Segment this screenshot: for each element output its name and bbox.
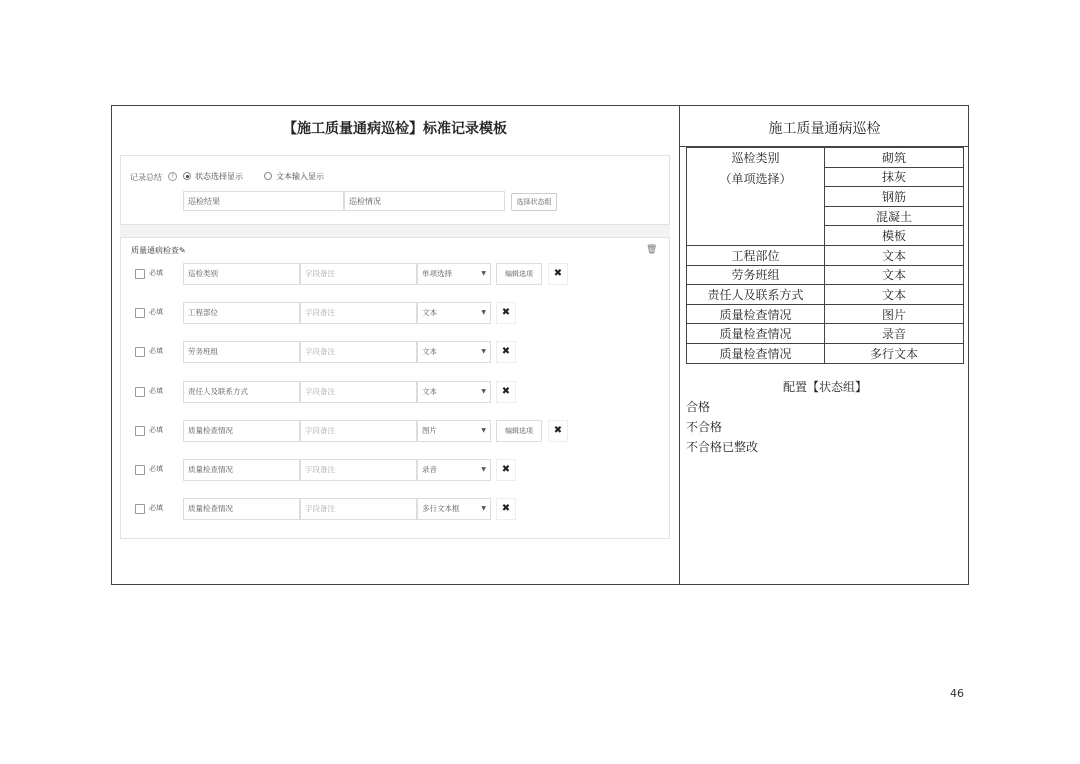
field-name-input[interactable]: 巡检类别 <box>183 263 300 285</box>
category-sub: （单项选择） <box>719 172 792 186</box>
config-type: 录音 <box>825 324 964 344</box>
field-type-select[interactable]: 录音 ▼ <box>417 459 491 481</box>
config-field: 劳务班组 <box>687 265 825 285</box>
config-type: 文本 <box>825 265 964 285</box>
category-option: 砌筑 <box>825 148 964 168</box>
field-name-input[interactable]: 工程部位 <box>183 302 300 324</box>
delete-icon[interactable]: ✖ <box>496 341 516 363</box>
field-name-input[interactable]: 责任人及联系方式 <box>183 381 300 403</box>
config-row <box>687 245 964 265</box>
field-type-select[interactable]: 图片 ▼ <box>417 420 491 442</box>
config-field: 工程部位 <box>687 245 825 265</box>
status-item: 合格 <box>686 400 711 414</box>
field-note-input[interactable]: 字段备注 <box>300 341 417 363</box>
config-field: 质量检查情况 <box>687 343 825 363</box>
edit-options-button[interactable]: 编辑选项 <box>496 263 542 285</box>
config-field: 质量检查情况 <box>687 304 825 324</box>
required-label: 必填 <box>149 269 163 277</box>
category-option: 模板 <box>825 226 964 246</box>
field-note-input[interactable]: 字段备注 <box>300 420 417 442</box>
required-checkbox[interactable] <box>135 347 145 357</box>
required-checkbox[interactable] <box>135 426 145 436</box>
template-title: 【施工质量通病巡检】标准记录模板 <box>283 121 507 137</box>
required-label: 必填 <box>149 386 163 395</box>
config-row <box>687 304 964 324</box>
config-row <box>687 343 964 363</box>
field-name-input[interactable]: 质量检查情况 <box>183 498 300 520</box>
caret-down-icon: ▼ <box>481 505 486 513</box>
field-note-input[interactable]: 字段备注 <box>300 263 417 285</box>
pencil-icon[interactable]: ✎ <box>179 246 186 255</box>
column-divider <box>679 105 680 585</box>
edit-options-button[interactable]: 编辑选项 <box>496 420 542 442</box>
caret-down-icon: ▼ <box>481 466 486 473</box>
required-label: 必填 <box>149 308 163 317</box>
result-field[interactable]: 巡检结果 <box>183 191 344 211</box>
page-number: 46 <box>950 687 964 700</box>
field-name-input[interactable]: 质量检查情况 <box>183 420 300 442</box>
field-row <box>131 459 571 481</box>
radio-status-label: 状态选择显示 <box>195 172 243 181</box>
config-row <box>687 324 964 344</box>
field-note-input[interactable]: 字段备注 <box>300 381 417 403</box>
config-row <box>687 148 964 168</box>
config-type: 图片 <box>825 304 964 324</box>
right-title: 施工质量通病巡检 <box>768 121 881 137</box>
status-item: 不合格 <box>686 420 723 434</box>
required-label: 必填 <box>149 504 163 513</box>
delete-icon[interactable]: ✖ <box>496 302 516 324</box>
help-icon[interactable]: ? <box>168 172 177 181</box>
caret-down-icon: ▼ <box>481 309 486 317</box>
field-row <box>131 420 571 442</box>
category-label: 巡检类别 <box>731 151 780 165</box>
field-name-input[interactable]: 劳务班组 <box>183 341 300 363</box>
config-row <box>687 285 964 305</box>
field-type-select[interactable]: 文本 ▼ <box>417 341 491 363</box>
caret-down-icon: ▼ <box>481 426 486 434</box>
status-group-caption: 配置【状态组】 <box>782 380 867 394</box>
category-option: 混凝土 <box>825 206 964 226</box>
required-checkbox[interactable] <box>135 465 145 475</box>
caret-down-icon: ▼ <box>481 270 486 277</box>
summary-label: 记录总结 <box>130 173 162 182</box>
field-row <box>131 302 571 324</box>
status-item: 不合格已整改 <box>686 440 759 454</box>
radio-text-display[interactable] <box>264 172 272 180</box>
summary-panel <box>120 155 670 225</box>
caret-down-icon: ▼ <box>481 348 486 356</box>
required-checkbox[interactable] <box>135 269 145 279</box>
required-checkbox[interactable] <box>135 387 145 397</box>
config-type: 多行文本 <box>825 343 964 363</box>
situation-field[interactable]: 巡检情况 <box>344 191 505 211</box>
field-note-input[interactable]: 字段备注 <box>300 459 417 481</box>
select-status-group-button[interactable]: 选择状态组 <box>511 193 557 211</box>
field-row <box>131 498 571 520</box>
config-row <box>687 265 964 285</box>
radio-text-label: 文本输入显示 <box>276 172 324 181</box>
category-cell <box>687 148 825 246</box>
field-row <box>131 341 571 363</box>
required-label: 必填 <box>149 425 163 434</box>
caret-down-icon: ▼ <box>481 387 486 395</box>
field-note-input[interactable]: 字段备注 <box>300 498 417 520</box>
field-row <box>131 263 571 285</box>
config-type: 文本 <box>825 285 964 305</box>
required-label: 必填 <box>149 347 163 356</box>
required-label: 必填 <box>149 465 163 473</box>
delete-icon[interactable]: ✖ <box>496 459 516 481</box>
required-checkbox[interactable] <box>135 308 145 318</box>
required-checkbox[interactable] <box>135 504 145 514</box>
delete-icon[interactable]: ✖ <box>496 498 516 520</box>
delete-icon[interactable]: ✖ <box>548 263 568 285</box>
field-type-select[interactable]: 单项选择 ▼ <box>417 263 491 285</box>
category-option: 钢筋 <box>825 187 964 207</box>
field-name-input[interactable]: 质量检查情况 <box>183 459 300 481</box>
config-table <box>686 147 964 364</box>
field-type-select[interactable]: 多行文本框 ▼ <box>417 498 491 520</box>
radio-status-display[interactable] <box>183 172 191 180</box>
field-type-select[interactable]: 文本 ▼ <box>417 381 491 403</box>
field-type-select[interactable]: 文本 ▼ <box>417 302 491 324</box>
category-option: 抹灰 <box>825 167 964 187</box>
group-title: 质量通病检查✎ <box>131 246 186 255</box>
field-row <box>131 381 571 403</box>
delete-icon[interactable]: ✖ <box>496 381 516 403</box>
delete-icon[interactable]: ✖ <box>548 420 568 442</box>
field-note-input[interactable]: 字段备注 <box>300 302 417 324</box>
config-field: 责任人及联系方式 <box>687 285 825 305</box>
config-type: 文本 <box>825 245 964 265</box>
trash-icon[interactable]: 🗑 <box>646 245 658 255</box>
config-field: 质量检查情况 <box>687 324 825 344</box>
